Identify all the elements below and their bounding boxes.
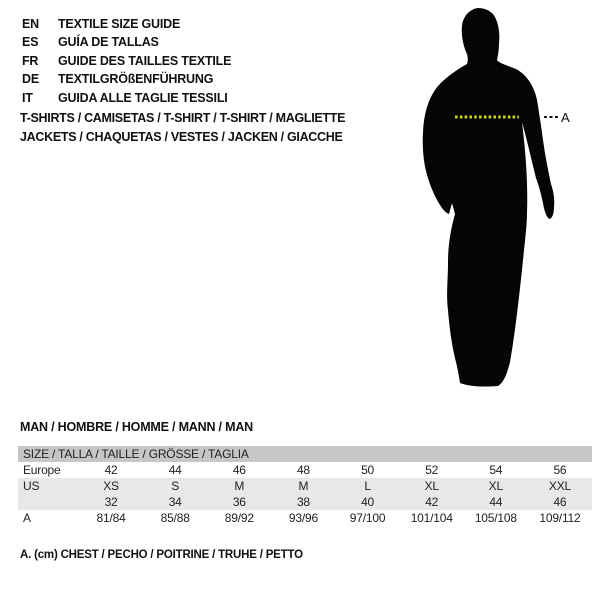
cell: 93/96 (288, 511, 318, 525)
language-code: DE (22, 72, 39, 87)
cell: 34 (168, 495, 182, 509)
cell: 89/92 (224, 511, 254, 525)
cell: XS (103, 479, 119, 493)
cell: 42 (104, 463, 118, 477)
cell: 44 (489, 495, 503, 509)
cell: XL (488, 479, 503, 493)
language-title-list (22, 15, 231, 107)
table-row-chest-a (18, 510, 592, 526)
cell: 50 (361, 463, 375, 477)
cell: 46 (553, 495, 567, 509)
language-row (22, 33, 231, 51)
chest-footnote: A. (cm) CHEST / PECHO / POITRINE / TRUHE / PETTO (20, 549, 303, 561)
cell: M (298, 479, 309, 493)
table-row-numeric (18, 494, 592, 510)
language-row (22, 70, 231, 88)
cell: S (171, 479, 180, 493)
cell: 56 (553, 463, 567, 477)
language-code: ES (22, 35, 39, 50)
man-silhouette (423, 8, 555, 387)
guide-title: GUIDA ALLE TAGLIE TESSILI (58, 90, 228, 105)
language-code: IT (22, 90, 33, 105)
row-label: A (23, 511, 31, 525)
language-code: EN (22, 17, 39, 31)
cell: XXL (548, 479, 571, 493)
cell: 105/108 (474, 511, 517, 525)
cell: 46 (232, 463, 246, 477)
garment-categories (20, 109, 345, 147)
guide-title: TEXTILE SIZE GUIDE (58, 17, 181, 31)
guide-title: TEXTILGRÖßENFÜHRUNG (58, 72, 214, 87)
guide-title: GUÍA DE TALLAS (58, 35, 159, 50)
language-code: FR (22, 53, 39, 68)
cell: 109/112 (539, 511, 581, 525)
cell: 81/84 (96, 511, 126, 525)
cell: 52 (425, 463, 439, 477)
language-row (22, 15, 231, 33)
cell: 42 (425, 495, 439, 509)
cell: 44 (168, 463, 182, 477)
section-title-man: MAN / HOMBRE / HOMME / MANN / MAN (20, 420, 253, 434)
cell: XL (424, 479, 439, 493)
size-table-header: SIZE / TALLA / TAILLE / GRÖSSE / TAGLIA (18, 446, 592, 462)
cell: L (364, 479, 371, 493)
measure-label-a: A (561, 110, 570, 125)
table-row-us (18, 478, 592, 494)
cell: 40 (361, 495, 375, 509)
cell: 54 (489, 463, 503, 477)
cell: 36 (232, 495, 246, 509)
cell: 48 (296, 463, 310, 477)
man-silhouette-figure (400, 0, 600, 410)
row-label: US (23, 479, 40, 493)
row-label: Europe (23, 463, 61, 477)
cell: 101/104 (410, 511, 453, 525)
language-row (22, 52, 231, 70)
guide-title: GUIDE DES TAILLES TEXTILE (58, 53, 232, 68)
table-row-europe (18, 462, 592, 478)
category-tshirts: T-SHIRTS / CAMISETAS / T-SHIRT / T-SHIRT / MAGLIETTE (20, 111, 346, 125)
cell: 97/100 (349, 511, 386, 525)
cell: M (234, 479, 245, 493)
cell: 38 (296, 495, 310, 509)
cell: 32 (104, 495, 118, 509)
row-label (18, 494, 79, 510)
cell: 85/88 (160, 511, 190, 525)
category-jackets: JACKETS / CHAQUETAS / VESTES / JACKEN / GIACCHE (20, 130, 343, 144)
size-table (18, 446, 592, 526)
language-row (22, 89, 231, 107)
